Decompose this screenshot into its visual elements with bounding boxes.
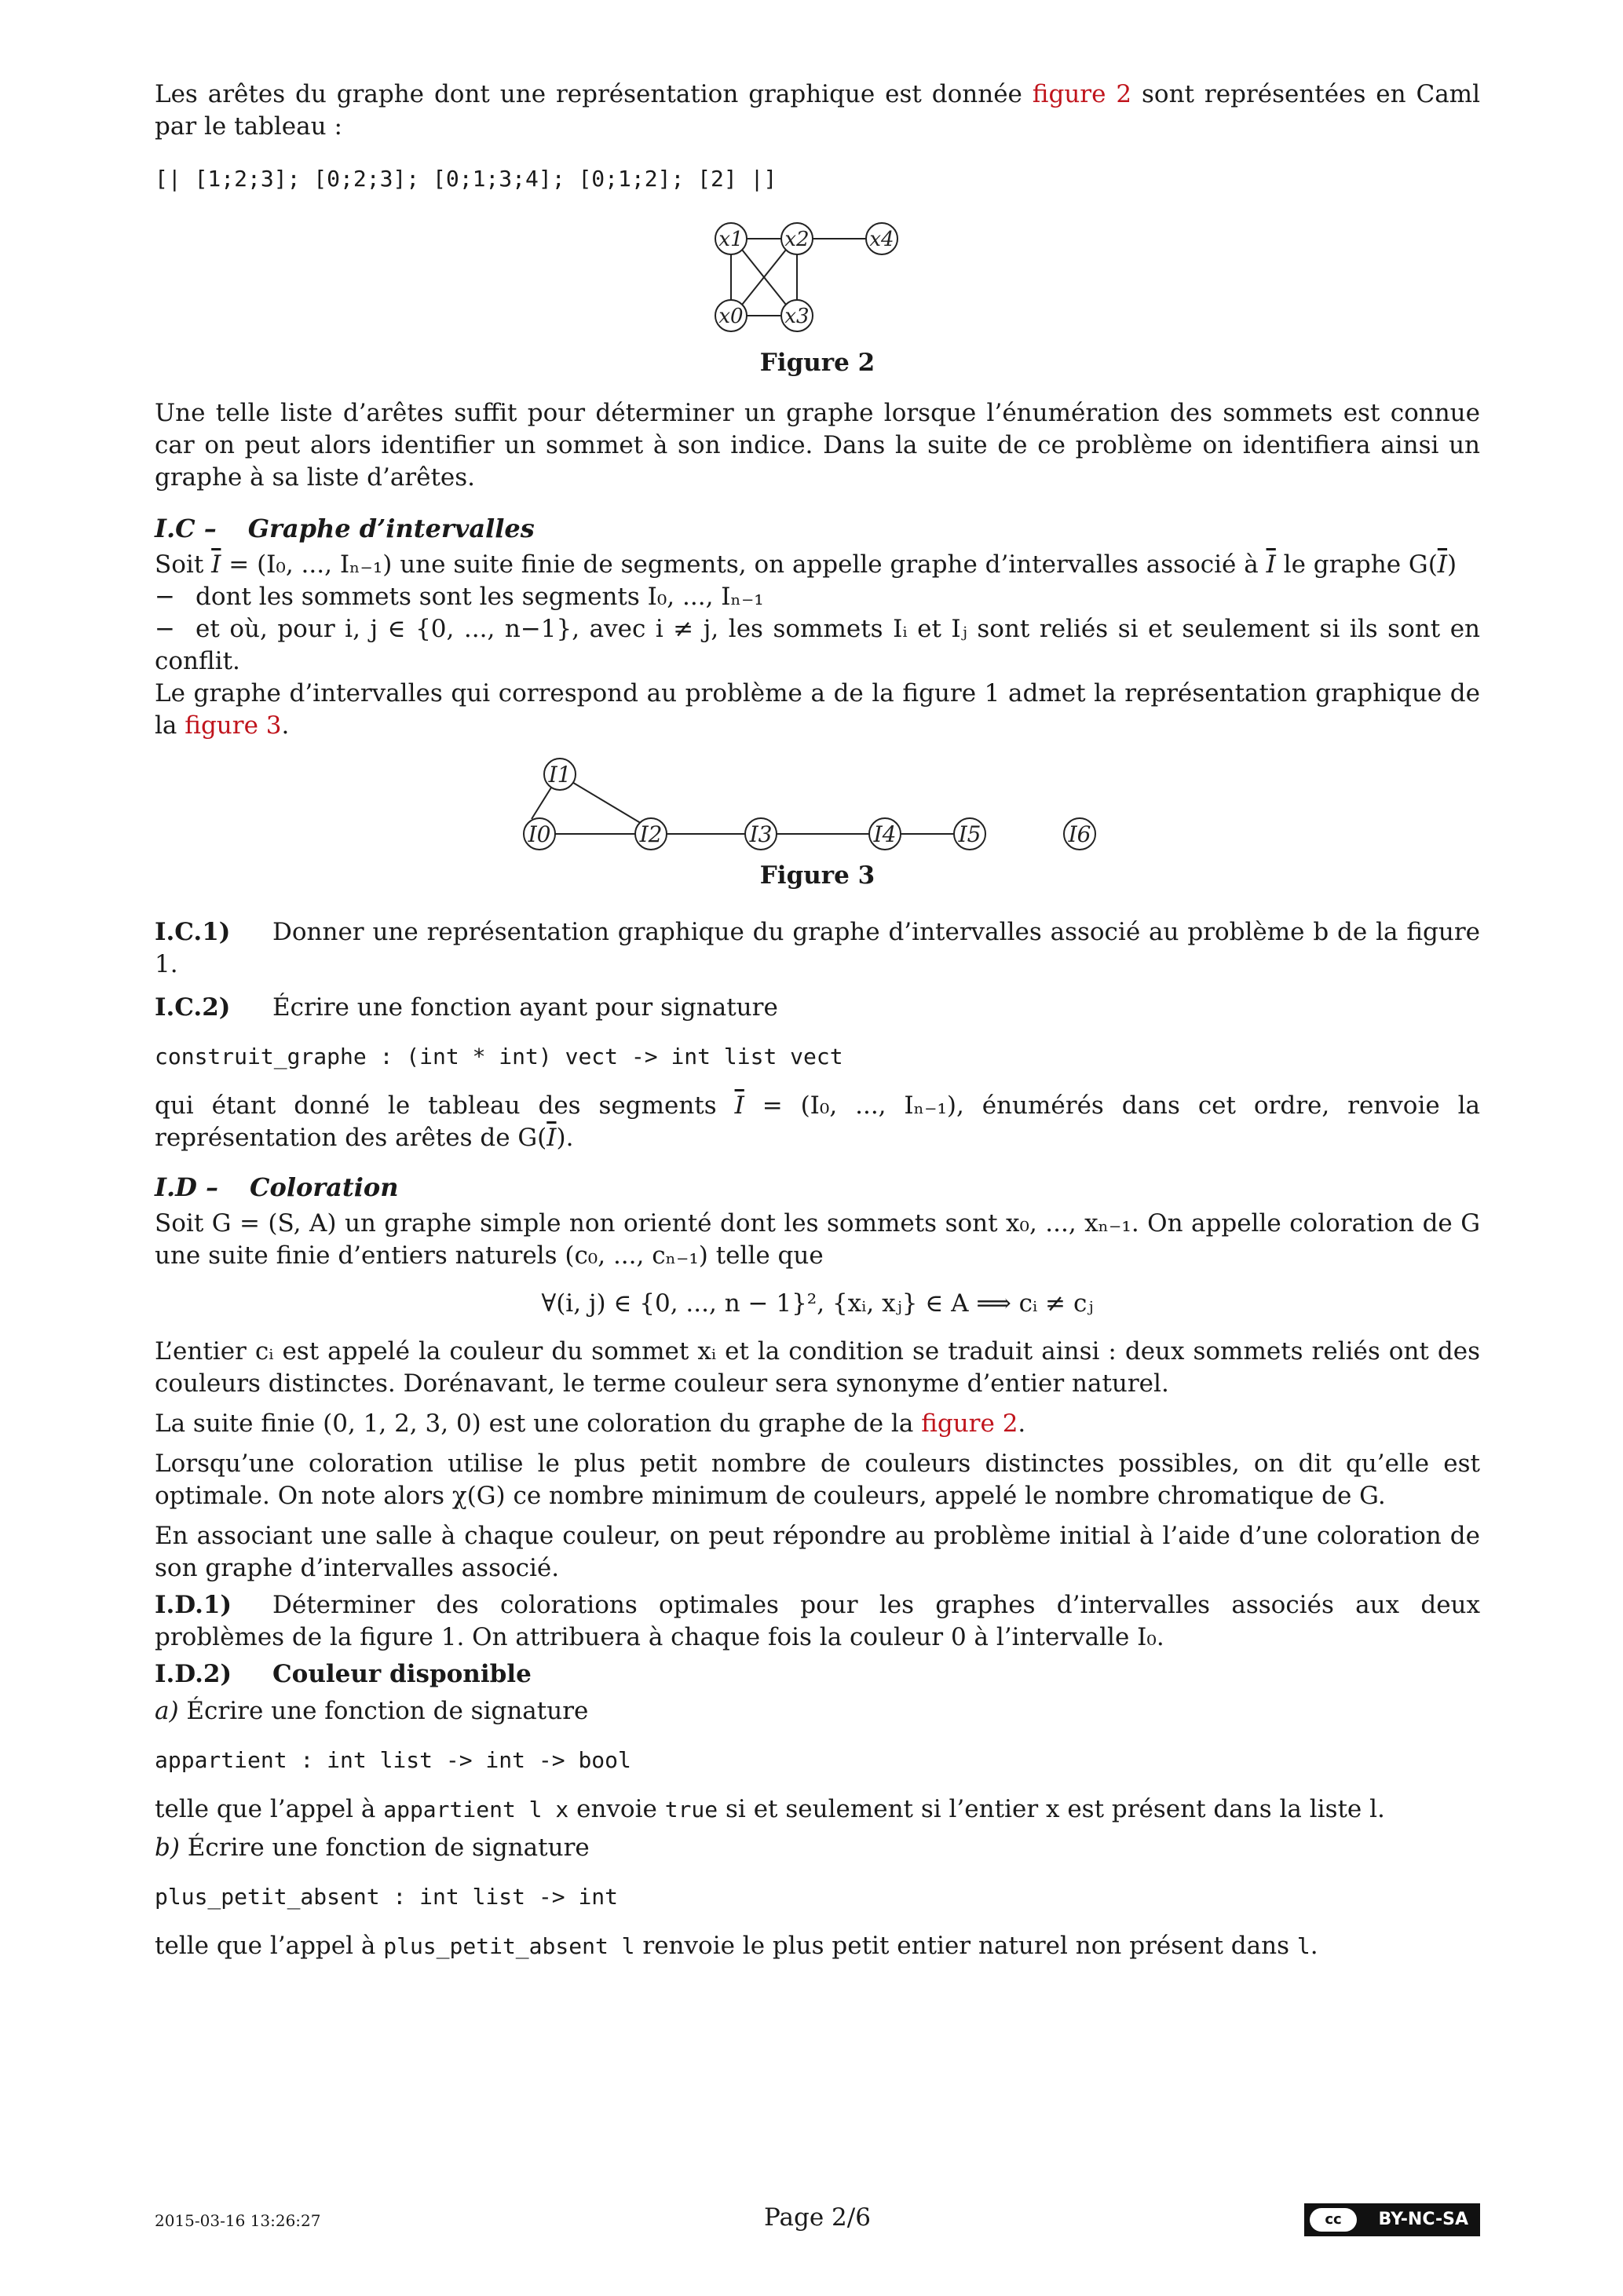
figure2-link[interactable]: figure 2 <box>1032 80 1132 108</box>
timestamp: 2015-03-16 13:26:27 <box>155 2211 321 2230</box>
text: telle que l’appel à <box>155 1932 384 1960</box>
node-label: I1 <box>548 762 572 788</box>
I-bar: $\overline{I}$ <box>211 550 221 579</box>
text: telle que l’appel à <box>155 1795 384 1823</box>
figure2-link[interactable]: figure 2 <box>921 1409 1018 1438</box>
subquestion-b <box>155 1832 1480 1864</box>
figure3-link[interactable]: figure 3 <box>185 711 282 740</box>
text: Soit <box>155 550 212 579</box>
subquestion-a-followup <box>155 1793 1480 1826</box>
node-label: I4 <box>873 821 897 847</box>
question-IC2 <box>155 992 1480 1024</box>
figure-3-graph <box>516 758 1128 860</box>
text: ). <box>556 1124 574 1152</box>
node-label: x2 <box>784 228 810 251</box>
chromatic-number-paragraph: Lorsqu’une coloration utilise le plus petit nombre de couleurs distinctes possibles, on dit qu’elle est optimale. On note alors χ(G) ce nombre minimum de couleurs, appelé le nombre chromatique de G. <box>155 1450 1480 1510</box>
appartient-signature: appartient : int list -> int -> bool <box>155 1747 631 1773</box>
intro-text-end: sont représentées en Caml par le tableau : <box>155 80 1480 141</box>
question-number: I.C.2) <box>155 993 231 1022</box>
question-title: Couleur disponible <box>272 1660 532 1688</box>
page-number: Page 2/6 <box>764 2203 871 2232</box>
text: La suite finie (0, 1, 2, 3, 0) est une coloration du graphe de la <box>155 1409 922 1438</box>
question-IC1 <box>155 916 1480 981</box>
coloration-paragraph-2: L’entier cᵢ est appelé la couleur du sommet xᵢ et la condition se traduit ainsi : deux sommets reliés ont des couleurs distinctes. Dorénavant, le terme couleur sera synonyme d’entier naturel. <box>155 1337 1480 1398</box>
subquestion-b-followup <box>155 1930 1480 1962</box>
coloration-example <box>155 1408 1480 1440</box>
question-number: I.D.2) <box>155 1660 232 1688</box>
license-text: BY-NC-SA <box>1378 2210 1468 2229</box>
I-bar: $\overline{I}$ <box>1266 550 1276 579</box>
page-footer <box>155 2200 1480 2239</box>
question-text: Écrire une fonction ayant pour signature <box>272 993 778 1022</box>
text: . <box>1018 1409 1026 1438</box>
question-ID1 <box>155 1589 1480 1654</box>
node-label: I6 <box>1068 821 1091 847</box>
page-content <box>155 79 1480 1962</box>
question-number: I.D.1) <box>155 1591 232 1619</box>
node-label: I2 <box>639 821 663 847</box>
license-badge[interactable] <box>1304 2203 1480 2236</box>
text: dont les sommets sont les segments I₀, ..., Iₙ₋₁ <box>196 583 764 611</box>
text: = (I₀, ..., Iₙ₋₁), énumérés dans cet ordre, renvoie la représentation des arêtes de G( <box>155 1091 1481 1152</box>
node-label: x3 <box>784 305 810 328</box>
text: ) <box>1447 550 1457 579</box>
question-IC2-followup <box>155 1090 1480 1154</box>
inline-code: plus_petit_absent l <box>383 1933 635 1959</box>
inline-code: l <box>1296 1933 1310 1959</box>
question-text: Déterminer des colorations optimales pour les graphes d’intervalles associés aux deux problèmes de la figure 1. On attribuera à chaque fois la couleur 0 à l’intervalle I₀. <box>155 1591 1480 1651</box>
node-label: x0 <box>718 305 744 328</box>
text: si et seulement si l’entier x est présent dans la liste l. <box>718 1795 1385 1823</box>
figure-2-caption: Figure 2 <box>759 349 875 377</box>
node-label: x1 <box>718 228 744 251</box>
section-IC-heading <box>155 511 1480 546</box>
node-label: I3 <box>749 821 773 847</box>
I-bar: $\overline{I}$ <box>1437 550 1448 579</box>
plus-petit-absent-signature: plus_petit_absent : int list -> int <box>155 1884 619 1910</box>
subquestion-a <box>155 1695 1480 1727</box>
intro-paragraph <box>155 79 1480 143</box>
text: Écrire une fonction de signature <box>179 1834 590 1862</box>
definition-paragraph <box>155 549 1480 581</box>
edge <box>532 788 551 819</box>
node-label: I5 <box>958 821 981 847</box>
coloration-definition: Soit G = (S, A) un graphe simple non orienté dont les sommets sont x₀, ..., xₙ₋₁. On appelle coloration de G une suite finie d’entiers naturels (c₀, ..., cₙ₋₁) telle que <box>155 1209 1480 1270</box>
section-title: Coloration <box>250 1172 399 1202</box>
section-number: I.D – <box>155 1172 218 1202</box>
inline-code: true <box>664 1797 718 1823</box>
coloration-formula: ∀(i, j) ∈ {0, ..., n − 1}², {xᵢ, xⱼ} ∈ A ⟹ cᵢ ≠ cⱼ <box>541 1289 1094 1318</box>
I-bar: $\overline{I}$ <box>546 1124 557 1152</box>
intro-text: Les arêtes du graphe dont une représentation graphique est donnée <box>155 80 1033 108</box>
construit-graphe-signature: construit_graphe : (int * int) vect -> int list vect <box>155 1044 843 1069</box>
text: Écrire une fonction de signature <box>178 1697 589 1725</box>
text: . <box>281 711 290 740</box>
I-bar: $\overline{I}$ <box>734 1091 744 1120</box>
room-association-paragraph: En associant une salle à chaque couleur, on peut répondre au problème initial à l’aide d’une coloration de son graphe d’intervalles associé. <box>155 1522 1480 1582</box>
figure3-reference-paragraph <box>155 678 1480 742</box>
cc-icon: cc <box>1310 2208 1357 2232</box>
question-text: Donner une représentation graphique du graphe d’intervalles associé au problème b de la figure 1. <box>155 918 1480 978</box>
text: et où, pour i, j ∈ {0, ..., n−1}, avec i ≠ j, les sommets Iᵢ et Iⱼ sont reliés si et seulement si ils sont en conflit. <box>155 615 1480 675</box>
edge <box>571 781 643 824</box>
edges-array-code: [| [1;2;3]; [0;2;3]; [0;1;3;4]; [0;1;2]; [2] |] <box>155 166 777 192</box>
text: le graphe G( <box>1275 550 1438 579</box>
figure-2-graph <box>707 218 927 344</box>
subquestion-label: b) <box>155 1834 180 1862</box>
node-label: x4 <box>869 228 894 251</box>
text: renvoie le plus petit entier naturel non présent dans <box>634 1932 1297 1960</box>
text: envoie <box>568 1795 665 1823</box>
text: qui étant donné le tableau des segments <box>155 1091 735 1120</box>
text: = (I₀, ..., Iₙ₋₁) une suite finie de segments, on appelle graphe d’intervalles associé à <box>221 550 1267 579</box>
node-label: I0 <box>528 821 551 847</box>
figure-3-caption: Figure 3 <box>759 861 875 890</box>
definition-item-1: − dont les sommets sont les segments I₀, ..., Iₙ₋₁ <box>155 583 764 611</box>
paragraph-edge-list: Une telle liste d’arêtes suffit pour déterminer un graphe lorsque l’énumération des sommets est connue car on peut alors identifier un sommet à son indice. Dans la suite de ce problème on identifiera ainsi un graphe à sa liste d’arêtes. <box>155 399 1480 492</box>
definition-item-2: − et où, pour i, j ∈ {0, ..., n−1}, avec i ≠ j, les sommets Iᵢ et Iⱼ sont reliés si et seulement si ils sont en conflit. <box>155 615 1480 675</box>
subquestion-label: a) <box>155 1697 179 1725</box>
figure-2 <box>155 218 1480 378</box>
section-ID-heading <box>155 1170 1480 1205</box>
section-title: Graphe d’intervalles <box>247 514 535 543</box>
section-number: I.C – <box>155 514 217 543</box>
question-number: I.C.1) <box>155 918 231 946</box>
question-ID2 <box>155 1658 1480 1691</box>
figure-3 <box>155 758 1480 899</box>
text: . <box>1310 1932 1318 1960</box>
text: Le graphe d’intervalles qui correspond au problème a de la figure 1 admet la représentation graphique de la <box>155 679 1480 740</box>
inline-code: appartient l x <box>383 1797 569 1823</box>
